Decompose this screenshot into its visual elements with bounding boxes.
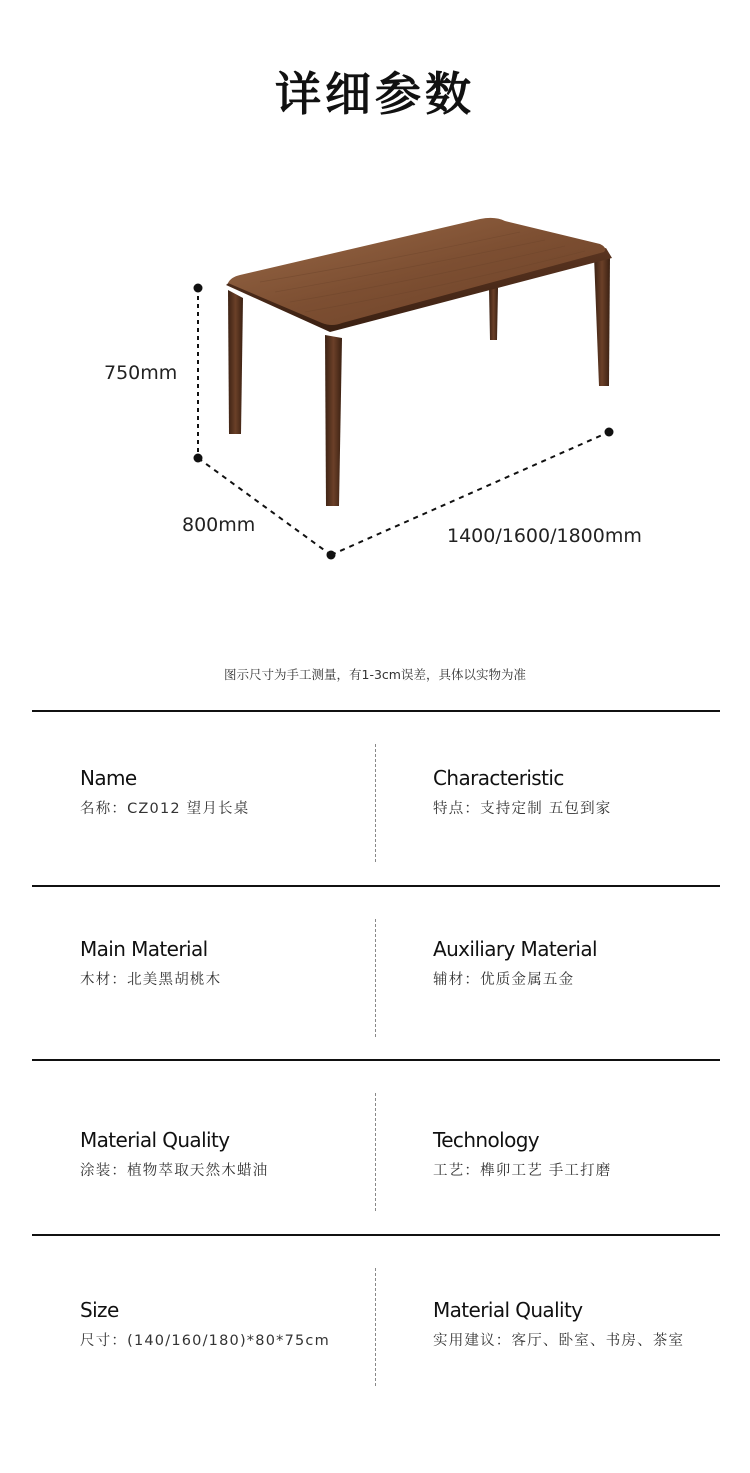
right-leg bbox=[594, 255, 610, 386]
spec-usage bbox=[433, 1300, 733, 1349]
spec-title: Characteristic bbox=[433, 766, 564, 790]
spec-title: Size bbox=[80, 1298, 119, 1322]
spec-size bbox=[80, 1300, 380, 1349]
front-leg bbox=[325, 335, 342, 506]
spec-title: Auxiliary Material bbox=[433, 937, 597, 961]
spec-value: 辅材：优质金属五金 bbox=[433, 972, 575, 988]
spec-value: 名称：CZ012 望月长桌 bbox=[80, 801, 250, 817]
depth-label: 800mm bbox=[182, 514, 256, 536]
spec-title: Material Quality bbox=[433, 1298, 583, 1322]
spec-value: 涂装：植物萃取天然木蜡油 bbox=[80, 1163, 269, 1179]
spec-characteristic bbox=[433, 768, 733, 817]
height-label: 750mm bbox=[104, 362, 178, 384]
back-leg bbox=[489, 288, 498, 340]
spec-technology bbox=[433, 1130, 733, 1179]
spec-value: 特点：支持定制 五包到家 bbox=[433, 801, 612, 817]
divider bbox=[32, 1059, 720, 1061]
depth-dimension-line bbox=[198, 458, 331, 555]
spec-title: Material Quality bbox=[80, 1128, 230, 1152]
left-leg bbox=[228, 290, 243, 434]
page-title: 详细参数 bbox=[275, 67, 475, 121]
spec-auxiliary-material bbox=[433, 939, 733, 988]
divider bbox=[32, 885, 720, 887]
spec-value: 工艺：榫卯工艺 手工打磨 bbox=[433, 1163, 612, 1179]
spec-value: 实用建议：客厅、卧室、书房、茶室 bbox=[433, 1333, 685, 1349]
spec-title: Main Material bbox=[80, 937, 208, 961]
spec-value: 木材：北美黑胡桃木 bbox=[80, 972, 222, 988]
measurement-note: 图示尺寸为手工测量，有1-3cm误差，具体以实物为准 bbox=[224, 667, 526, 682]
spec-title: Name bbox=[80, 766, 137, 790]
spec-value: 尺寸：(140/160/180)*80*75cm bbox=[80, 1333, 330, 1349]
divider bbox=[32, 710, 720, 712]
spec-main-material bbox=[80, 939, 380, 988]
spec-material-quality bbox=[80, 1130, 380, 1179]
width-label: 1400/1600/1800mm bbox=[447, 525, 642, 547]
spec-name bbox=[80, 768, 380, 817]
divider bbox=[32, 1234, 720, 1236]
spec-title: Technology bbox=[433, 1128, 540, 1152]
